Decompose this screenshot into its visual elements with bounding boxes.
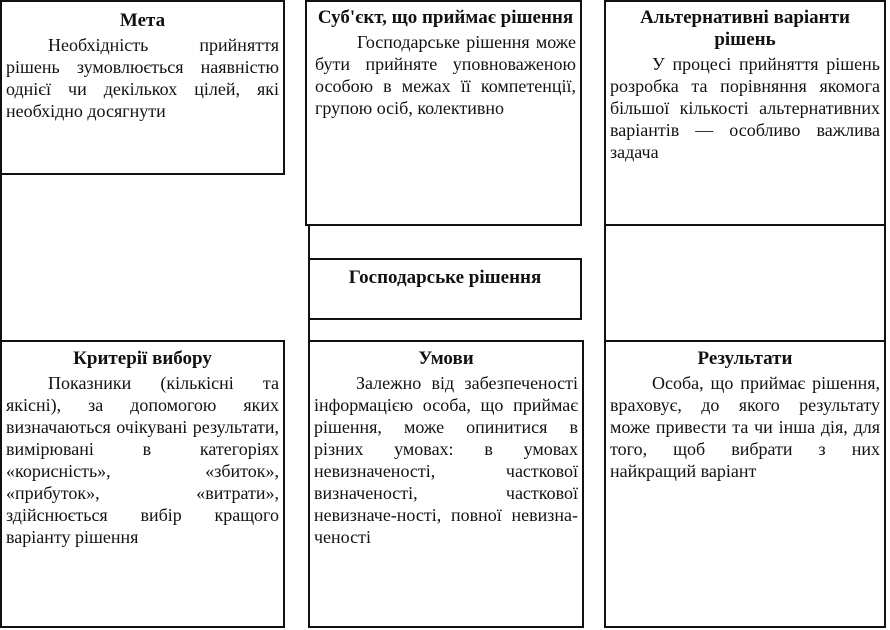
connector-center-bottom (308, 320, 310, 340)
conditions-block (308, 340, 584, 628)
conditions-text: Залежно від забезпеченості інформацією особа, що приймає рішення, може опинитися в різних умовах: в умовах невизначеності, часткової визначеності, часткової невизначе-ності, повної невизна-ченості (314, 373, 578, 547)
criteria-title: Критерії вибору (73, 348, 212, 369)
alternatives-text: У процесі прийняття рішень розробка та порівняння якомога більшої кількості альтернативних варіантів — особливо важлива задача (610, 54, 880, 162)
decision-maker-block (305, 0, 582, 226)
results-block (604, 340, 886, 628)
goal-title: Мета (119, 10, 166, 31)
central-decision-block (308, 258, 582, 320)
decision-maker-text: Господарське рішення може бути прийняте уповноваженою особою в межах її компетенції, групою осіб, колективно (315, 32, 576, 118)
goal-block (0, 0, 285, 175)
central-decision-title: Господарське рішення (348, 267, 542, 288)
criteria-block (0, 340, 285, 628)
alternatives-title: Альтернативні варіанти рішень (640, 7, 850, 50)
decision-maker-title: Суб'єкт, що приймає рішення (317, 7, 574, 28)
goal-text: Необхідність прийняття рішень зумовлюється наявністю однієї чи декількох цілей, які необхідно досягнути (6, 35, 279, 121)
results-text: Особа, що приймає рішення, враховує, до якого результату може привести та чи інша дія, для того, щоб вибрати з них найкращий варіант (610, 373, 880, 481)
connector-left-vertical (0, 175, 2, 340)
conditions-title: Умови (418, 348, 474, 369)
connector-center-top (308, 226, 310, 258)
results-title: Результати (697, 348, 793, 369)
connector-right-vertical (604, 226, 606, 340)
alternatives-block (604, 0, 886, 226)
connector-right-edge (884, 226, 886, 340)
criteria-text: Показники (кількісні та якісні), за допомогою яких визначаються очікувані результати, вимірювані в категоріях «корисність», «збиток», «прибуток», «витрати», здійснюється вибір кращого варіанту рішення (6, 373, 279, 547)
